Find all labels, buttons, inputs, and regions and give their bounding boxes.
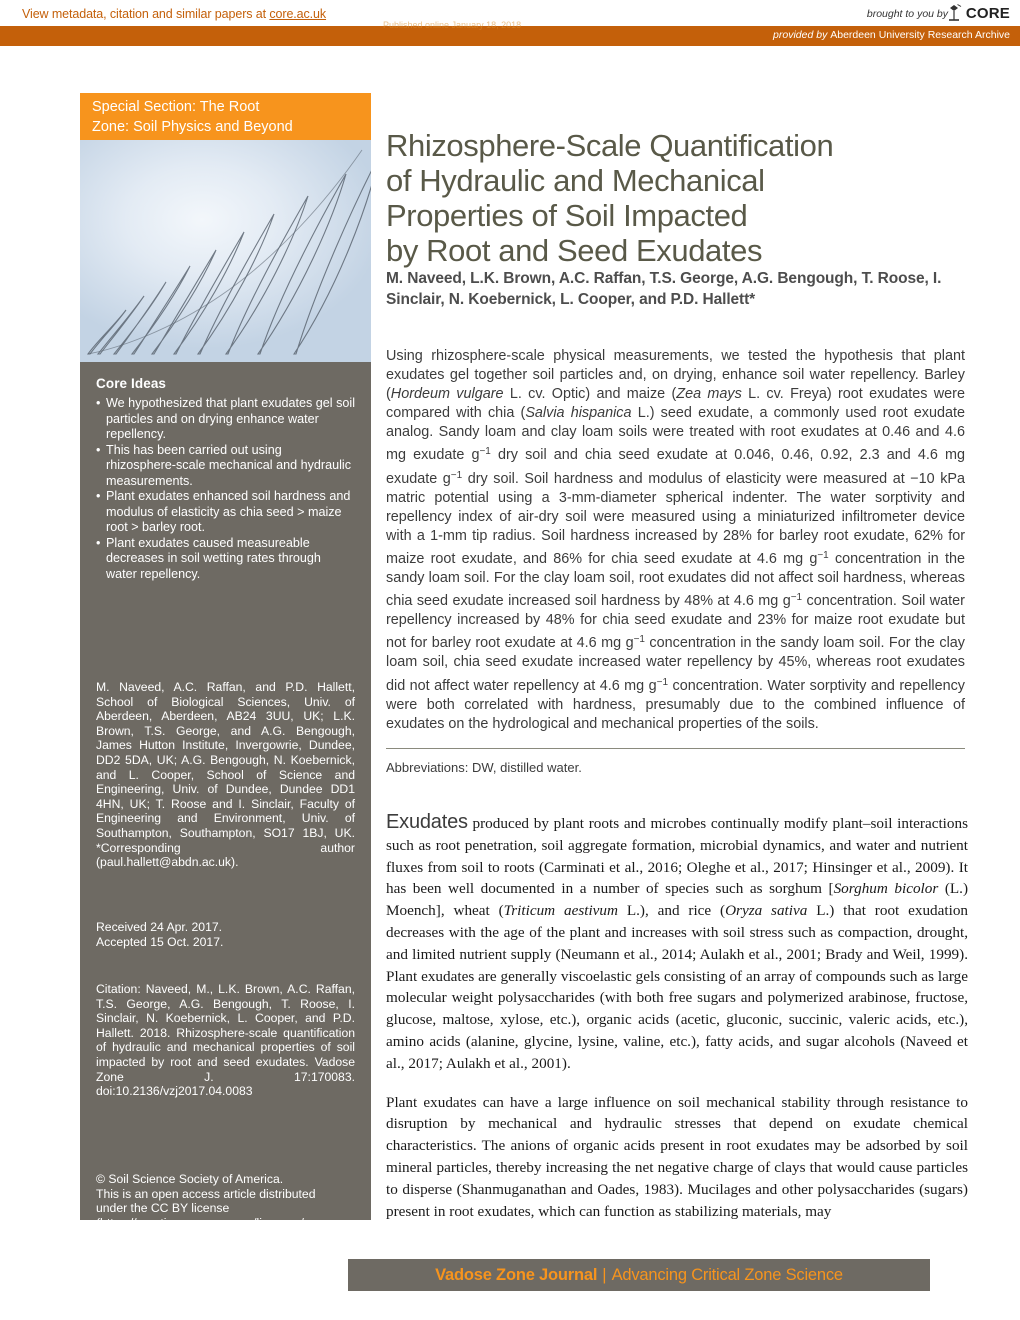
body-p1-a: produced by plant roots and microbes continually modify plant–soil interactions such as root penetration, soil aggregate formation, microbial dynamics, and water and nutrient fluxes from soil to roots (Carminati et al., 2016; Oleghe et al., 2017; Hinsinger et al., 2009). It has been well documented in a number of species such as sorghum [: [386, 815, 968, 898]
core-idea-item: • Plant exudates enhanced soil hardness and modulus of elasticity as chia seed > maize root > barley root.: [96, 489, 355, 536]
body-p1-d: L.) that root exudation decreases with the age of the plant and increases with soil stress such as compaction, drought, and limited nutrient supply (Neumann et al., 2014; Aulakh et al., 2001; Brady and Weil, 1999). Plant exudates are generally viscoelastic gels consisting of an array of compounds such as large molecular weight polysaccharides (with both free sugars and polymerized arabinose, fructose, glucose, maltose, xylose, etc.), organic acids (acetic, gluconic, succinic, valeric acids, etc.), amino acids (alanine, glycine, lysine, valine, etc.), fatty acids, and sugar alcohols (Naveed et al., 2017; Aulakh et al., 2001).: [386, 902, 969, 1072]
abstract-seg-7: concentration in the sandy loam soil. For the clay loam soil, root exudates did not affect soil hardness, whereas chia seed exudate increased soil hardness by 48% at 4.6 mg g: [386, 550, 965, 610]
abstract-text: [386, 347, 965, 734]
core-metadata-link[interactable]: [22, 7, 326, 21]
license-line-3: under the CC BY license: [96, 1201, 230, 1216]
license-block: [96, 1172, 355, 1245]
abbreviations-line: Abbreviations: DW, distilled water.: [386, 760, 582, 775]
license-url-line-2[interactable]: by/4.0/).: [96, 1230, 141, 1245]
core-metadata-label: View metadata, citation and similar papers at: [22, 7, 270, 21]
core-idea-item: • Plant exudates caused measureable decreases in soil wetting rates through water repellency.: [96, 536, 355, 583]
abstract-seg-9: concentration in the sandy loam soil. For the clay loam soil, chia seed exudate increased water repellency by 45%, whereas root exudates did not affect water repellency at 4.6 mg g: [386, 635, 965, 694]
received-date: Received 24 Apr. 2017.: [96, 920, 223, 934]
core-wordmark: CORE: [965, 5, 1010, 22]
journal-tagline: Advancing Critical Zone Science: [611, 1265, 843, 1284]
article-title-line-1: Rhizosphere-Scale Quantification: [386, 128, 834, 163]
author-affiliations: M. Naveed, A.C. Raffan, and P.D. Hallett, School of Biological Sciences, Univ. of Aberdeen, Aberdeen, AB24 3UU, UK; L.K. Brown, T.S. George, and A.G. Bengough, James Hutton Institute, Invergowrie, Dundee, DD2 5DA, UK; A.G. Bengough, N. Koebernick, and L. Cooper, School of Science and Engineering, Univ. of Dundee, Dundee DD1 4HN, UK; T. Roose and I. Sinclair, Faculty of Engineering and Environment, Univ. of Southampton, Southampton, SO17 1BJ, UK. *Corresponding author (paul.hallett@abdn.ac.uk).: [96, 680, 355, 870]
abstract-species-2: Zea mays: [676, 386, 742, 403]
body-p1-b: (L.) Moench], wheat (: [386, 880, 969, 920]
abbreviations-divider: [386, 748, 965, 749]
abstract-seg-4: L.) seed exudate, a commonly used root exudate analog. Sandy loam and clay loam soils were treated with root exudates at 0.46 and 4.6 mg exudate g: [386, 405, 965, 464]
abstract-sup-4: −1: [790, 592, 803, 604]
abstract-seg-5: dry soil and chia seed exudate at 0.046, 0.46, 0.92, 2.3 and 4.6 mg exudate g: [386, 447, 966, 487]
journal-footer-separator: |: [602, 1265, 607, 1284]
abstract-sup-5: −1: [633, 634, 645, 646]
left-sidebar-panel: [80, 362, 371, 1245]
license-url-line-1[interactable]: (https://creativecommons.org/licenses/: [96, 1215, 304, 1230]
core-idea-item: • This has been carried out using rhizosphere-scale mechanical and hydraulic measurements.: [96, 443, 355, 490]
copyright-line: © Soil Science Society of America.: [96, 1172, 284, 1186]
core-attribution-banner: [0, 0, 1020, 46]
article-author-list: M. Naveed, L.K. Brown, A.C. Raffan, T.S. George, A.G. Bengough, T. Roose, I. Sinclair, N. Koebernick, L. Cooper, and P.D. Hallett*: [386, 270, 942, 308]
abstract-sup-1: −1: [479, 446, 491, 458]
body-p1-c: L.), and rice (: [617, 902, 726, 920]
core-provided-source: Aberdeen University Research Archive: [830, 29, 1010, 41]
accepted-date: Accepted 15 Oct. 2017.: [96, 935, 224, 949]
abstract-seg-10: concentration. Water sorptivity and repellency were both correlated with hardness, presumably due to the combined influence of exudates on the hydrological and mechanical properties of the soils.: [386, 677, 965, 732]
body-lead-word: Exudates: [386, 811, 468, 833]
body-species-2: Triticum aestivum: [503, 902, 618, 920]
cover-figure: [80, 140, 371, 362]
article-title-line-3: Properties of Soil Impacted: [386, 198, 748, 233]
article-title-line-2: of Hydraulic and Mechanical: [386, 163, 765, 198]
abstract-seg-8: concentration. Soil water repellency increased by 48% for chia seed exudate and 23% for maize root exudate but not for barley root exudate at 4.6 mg g: [386, 593, 965, 652]
body-paragraph-2: Plant exudates can have a large influence on soil mechanical stability through resistance to disruption by mechanical and hydraulic stresses that depend on exudate chemical characteristics. The anions of organic acids present in root exudates may be adsorbed by soil mineral particles, thereby increasing the net negative charge of clays that would cause particles to disperse (Shanmuganathan and Oades, 1983). Mucilages and other polysaccharides (sugars) present in root exudates, which can function as stabilizing materials, may: [386, 1093, 968, 1220]
abstract-sup-6: −1: [656, 676, 669, 688]
abstract-species-3: Salvia hispanica: [525, 405, 632, 422]
hysteresis-curves-graphic: [80, 140, 371, 362]
core-provided-prefix: provided by: [773, 29, 831, 41]
core-logo-icon: [945, 3, 963, 23]
article-title: [386, 128, 976, 268]
body-species-1: Sorghum bicolor: [833, 880, 939, 898]
abstract-sup-2: −1: [450, 469, 463, 481]
abstract-seg-3: L. cv. Freya) root exudates were compared with chia (: [386, 386, 965, 422]
abstract-species-1: Hordeum vulgare: [390, 386, 504, 403]
core-brought-by-label: brought to you by: [866, 8, 948, 20]
article-title-line-4: by Root and Seed Exudates: [386, 233, 763, 268]
submission-dates: [96, 920, 355, 950]
abstract-seg-2: L. cv. Optic) and maize (: [503, 386, 677, 403]
abstract-seg-6: dry soil. Soil hardness and modulus of elasticity were measured at −10 kPa matric potential using a 3-mm-diameter spherical indenter. The water sorptivity and repellency index of air-dry soil were measured using a miniaturized infiltrometer device with a 1-mm tip radius. Soil hardness increased by 28% for barley root exudate, 62% for maize root exudate, and 86% for chia seed exudate at 4.6 mg g: [386, 470, 965, 567]
article-body: [386, 812, 968, 1239]
core-ideas-heading: Core Ideas: [96, 376, 167, 391]
journal-name: Vadose Zone Journal: [435, 1265, 598, 1284]
license-line-2: This is an open access article distributed: [96, 1186, 316, 1201]
abstract-seg-1: Using rhizosphere-scale physical measurements, we tested the hypothesis that plant exudates gel together soil particles and, on drying, enhance soil water repellency. Barley (: [386, 348, 965, 403]
core-provided-by: [773, 29, 1010, 41]
journal-footer-banner: [348, 1259, 930, 1291]
special-section-line-2: Zone: Soil Physics and Beyond: [92, 119, 293, 135]
body-paragraph-1: [386, 812, 968, 1075]
core-idea-item: • We hypothesized that plant exudates gel soil particles and on drying enhance water repellency.: [96, 396, 355, 443]
special-section-line-1: Special Section: The Root: [92, 99, 260, 115]
core-overlap-text: Published online January 18, 2018: [383, 20, 522, 30]
core-metadata-url[interactable]: core.ac.uk: [269, 7, 327, 21]
body-species-3: Oryza sativa: [725, 902, 808, 920]
citation-block: Citation: Naveed, M., L.K. Brown, A.C. Raffan, T.S. George, A.G. Bengough, T. Roose, I. Sinclair, N. Koebernick, L. Cooper, and P.D. Hallett. 2018. Rhizosphere-scale quantification of hydraulic and mechanical properties of soil impacted by root and seed exudates. Vadose Zone J. 17:170083. doi:10.2136/vzj2017.04.0083: [96, 982, 355, 1099]
special-section-badge: [80, 93, 371, 140]
abstract-sup-3: −1: [817, 549, 829, 561]
